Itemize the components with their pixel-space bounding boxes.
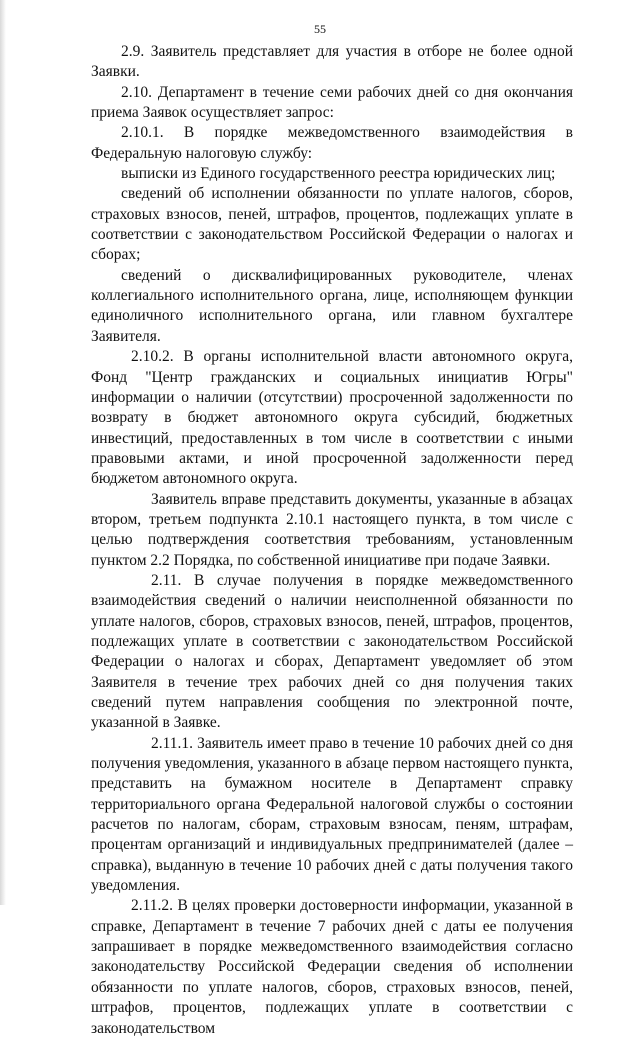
paragraph-2-11: 2.11. В случае получения в порядке межведомственного взаимодействия сведений о наличии неисполненной обязанности по уплате налогов, сборов, страховых взносов, пеней, штрафов, процентов, подлежащих уплате в соответствии с законодательством Российской Федерации о налогах и сборах, Департамент уведомляет об этом Заявителя в течение трех рабочих дней со дня получения таких сведений путем направления сообщения по электронной почте, указанной в Заявке. (91, 571, 573, 732)
paragraph-2-10: 2.10. Департамент в течение семи рабочих дней со дня окончания приема Заявок осуществляет запрос: (91, 83, 573, 122)
paragraph-2-11-1: 2.11.1. Заявитель имеет право в течение 10 рабочих дней со дня получения уведомления, указанного в абзаце первом настоящего пункта, представить на бумажном носителе в Департамент справку территориального органа Федеральной налоговой службы о состоянии расчетов по налогам, сборам, страховым взносам, пеням, штрафам, процентам организаций и индивидуальных предпринимателей (далее – справка), выданную в течение 10 рабочих дней с даты получения такого уведомления. (91, 734, 573, 895)
paragraph-disqualified-persons: сведений о дисквалифицированных руководителе, членах коллегиального исполнительного органа, лице, исполняющем функции единоличного исполнительного органа, или главном бухгалтере Заявителя. (91, 266, 573, 345)
document-body (91, 42, 573, 1039)
paragraph-tax-obligations: сведений об исполнении обязанности по уплате налогов, сборов, страховых взносов, пеней, штрафов, процентов, подлежащих уплате в соответствии с законодательством Российской Федерации о налогах и сборах; (91, 185, 573, 264)
paragraph-extract-registry: выписки из Единого государственного реестра юридических лиц; (121, 165, 556, 183)
paragraph-2-10-1: 2.10.1. В порядке межведомственного взаимодействия в Федеральную налоговую службу: (91, 124, 573, 162)
paragraph-2-9: 2.9. Заявитель представляет для участия в отборе не более одной Заявки. (91, 43, 573, 81)
page-edge-shadow (0, 0, 6, 905)
paragraph-2-11-2: 2.11.2. В целях проверки достоверности информации, указанной в справке, Департамент в течение 7 рабочих дней с даты ее получения запрашивает в порядке межведомственного взаимодействия согласно законодательству Российской Федерации сведения об исполнении обязанности по уплате налогов, сборов, страховых взносов, пеней, штрафов, процентов, подлежащих уплате в соответствии с законодательством (91, 897, 573, 1037)
paragraph-applicant-documents: Заявитель вправе представить документы, указанные в абзацах втором, третьем подпункта 2.10.1 настоящего пункта, в том числе с целью подтверждения соответствия требованиям, установленным пунктом 2.2 Порядка, по собственной инициативе при подаче Заявки. (91, 490, 573, 569)
page-number: 55 (314, 22, 326, 36)
paragraph-2-10-2: 2.10.2. В органы исполнительной власти автономного округа, Фонд "Центр гражданских и социальных инициатив Югры" информации о наличии (отсутствии) просроченной задолженности по возврату в бюджет автономного округа субсидий, бюджетных инвестиций, предоставленных в том числе в соответствии с иными правовыми актами, и иной просроченной задолженности перед бюджетом автономного округа. (91, 348, 573, 488)
